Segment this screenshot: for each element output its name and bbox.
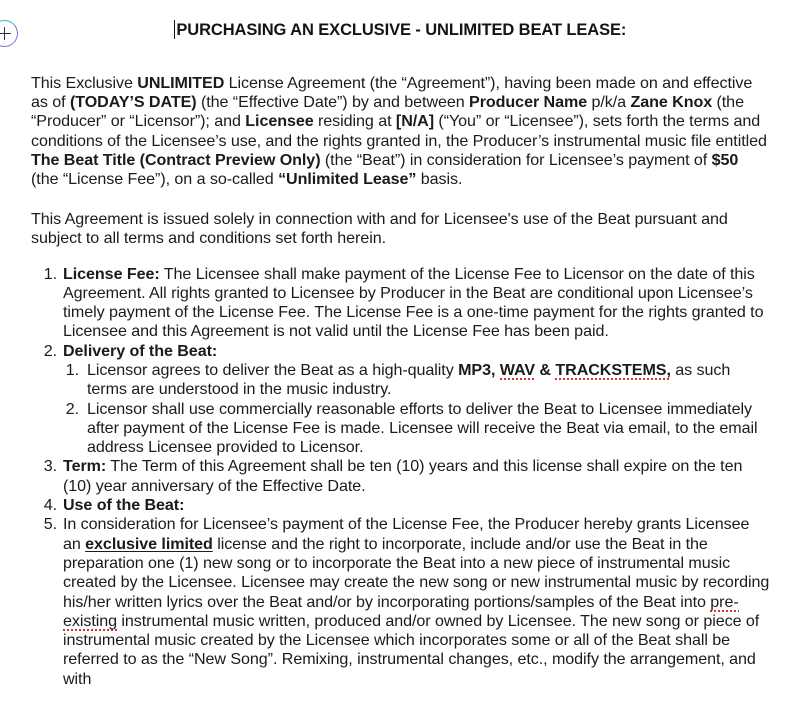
bold-underlined-run: exclusive limited xyxy=(85,534,213,553)
bold-run: [N/A] xyxy=(395,112,434,131)
text-run: (the “License Fee”), on a so-called xyxy=(31,170,279,189)
text-run: as such terms are understood in the music industry. xyxy=(87,360,731,399)
text-run: license and the right to incorporate, include and/or use the Beat in the preparation one (1) new song or to incorporate the Beat into a new piece of instrumental music created by the Licensee. Licensee may create the new song or new instrumental music by recording his/her written lyrics over the Beat and/or by incorporating portions/samples of the Beat into xyxy=(63,534,770,611)
bold-run: The Beat Title (Contract Preview Only) xyxy=(31,150,321,169)
clause-text xyxy=(63,342,217,360)
text-run: residing at xyxy=(313,112,396,131)
clause-list xyxy=(31,265,770,690)
bold-run: Zane Knox xyxy=(630,92,713,111)
text-run: (“You” or “Licensee”), sets forth the terms and conditions of the Licensee’s use, and the rights granted in, the Producer’s instrumental music file entitled xyxy=(31,112,767,150)
text-run: basis. xyxy=(416,170,463,189)
clause-item-use-of-the-beat[interactable] xyxy=(31,496,770,515)
document-title-row xyxy=(0,0,792,41)
paragraph-intro[interactable] xyxy=(31,74,770,190)
plus-icon xyxy=(0,27,11,40)
sub-clause-item-delivery-timing[interactable] xyxy=(63,400,770,458)
text-run: (the “Beat”) in consideration for Licensee’s payment of xyxy=(320,150,712,169)
text-run: (the “Effective Date”) by and between xyxy=(196,92,470,111)
text-run: Licensor agrees to deliver the Beat as a high-quality xyxy=(87,360,459,379)
bold-run: Use of the Beat: xyxy=(63,496,185,515)
page-title-text: PURCHASING AN EXCLUSIVE - UNLIMITED BEAT LEASE: xyxy=(176,21,627,39)
bold-run: $50 xyxy=(711,150,739,169)
clause-text xyxy=(63,515,769,687)
bold-run: Licensee xyxy=(245,112,314,131)
clause-text xyxy=(63,496,184,514)
clause-text xyxy=(63,265,763,341)
text-run: The Licensee shall make payment of the License Fee to Licensor on the date of this Agreement. All rights granted to Licensee by Producer in the Beat are conditional upon Licensee’s timely payment of the License Fee. The License Fee is a one-time payment for the rights granted to Licensee and this Agreement is not valid until the License Fee has been paid. xyxy=(63,264,764,341)
text-run: The Term of this Agreement shall be ten (10) years and this license shall expire on the ten (10) year anniversary of the Effective Date. xyxy=(63,457,743,495)
bold-run: Producer Name xyxy=(469,92,588,111)
clause-item-term[interactable] xyxy=(31,457,770,496)
bold-run: UNLIMITED xyxy=(137,73,225,92)
bold-run: “Unlimited Lease” xyxy=(278,170,417,189)
bold-run: Delivery of the Beat: xyxy=(63,341,218,360)
text-run: This Agreement is issued solely in connection with and for Licensee's use of the Beat pursuant and subject to all terms and conditions set forth herein. xyxy=(31,209,728,248)
bold-run: License Fee: xyxy=(63,264,160,283)
document-content xyxy=(0,74,792,689)
page-title[interactable] xyxy=(174,20,627,41)
text-run: In consideration for Licensee’s payment of the License Fee, the Producer hereby grants Licensee an xyxy=(63,515,750,553)
bold-run: Term: xyxy=(63,457,107,476)
text-run: instrumental music written, produced and/or owned by Licensee. The new song or piece of instrumental music created by the Licensee which incorporates some or all of the Beat shall be referred to as the “New Song”. Remixing, instrumental changes, etc., modify the arrangement, and with xyxy=(63,611,760,688)
spellcheck-run: WAV xyxy=(499,360,536,379)
spellcheck-run: pre-existing xyxy=(63,592,739,630)
clause-item-delivery-of-the-beat[interactable] xyxy=(31,342,770,458)
spellcheck-run: TRACKSTEMS, xyxy=(555,360,671,379)
sub-clause-text xyxy=(87,361,730,398)
text-run: License Agreement (the “Agreement”), having been made on and effective as of xyxy=(31,73,753,111)
text-run: This Exclusive xyxy=(31,73,138,92)
bold-run: & xyxy=(535,360,556,379)
sub-clause-item-delivery-format[interactable] xyxy=(63,361,770,400)
paragraph-issued[interactable] xyxy=(31,210,770,249)
bold-run: (TODAY’S DATE) xyxy=(69,92,197,111)
text-run: p/k/a xyxy=(587,92,631,111)
clause-item-license-fee[interactable] xyxy=(31,265,770,342)
sub-clause-text xyxy=(87,400,757,457)
clause-text xyxy=(63,457,742,494)
sub-clause-list xyxy=(63,361,770,457)
text-run: Licensor shall use commercially reasonable efforts to deliver the Beat to Licensee immediately after payment of the License Fee is made. Licensee will receive the Beat via email, to the email address Licensee provided to Licensor. xyxy=(87,399,758,457)
clause-item-grant-of-license[interactable] xyxy=(31,515,770,689)
bold-run: MP3, xyxy=(458,360,500,379)
text-run: (the “Producer” or “Licensor”); and xyxy=(31,92,744,131)
